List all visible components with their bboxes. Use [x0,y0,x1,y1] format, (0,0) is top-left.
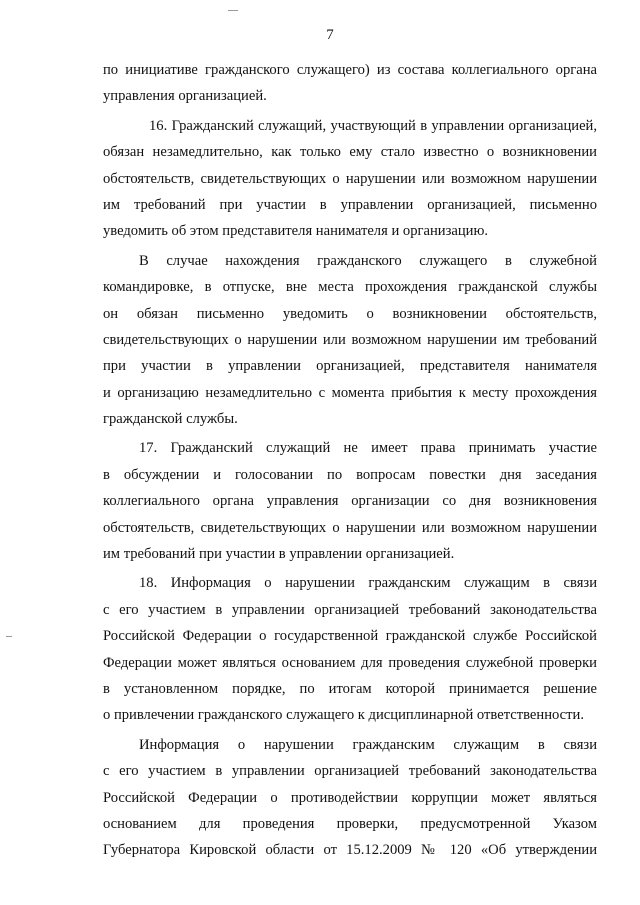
page-number: 7 [326,27,334,43]
text-line: обстоятельств, свидетельствующих о нарушении или возможном нарушении [103,519,597,536]
text-line: им требований при участии в управлении организацией. [103,546,455,563]
text-line: Федерации может являться основанием для проведения служебной проверки [103,654,597,671]
text-line: обстоятельств, свидетельствующих о нарушении или возможном нарушении [103,170,597,187]
text-line: свидетельствующих о нарушении или возможном нарушении им требований [103,331,597,348]
scan-mark-top [228,10,238,11]
text-line: при участии в управлении организацией, представителя нанимателя [103,358,597,375]
text-line: по инициативе гражданского служащего) из состава коллегиального органа [103,62,597,78]
text-line: 18. Информация о нарушении гражданским служащим в связи [139,575,597,592]
document-body [103,57,597,864]
text-line: Российской Федерации о государственной гражданской службе Российской [103,628,597,645]
paragraph [103,732,597,864]
text-line: командировке, в отпуске, вне места прохождения гражданской службы [103,279,597,296]
scan-mark-left [6,636,12,637]
paragraph [103,570,597,728]
text-line: 16. Гражданский служащий, участвующий в управлении организацией, [149,117,597,134]
text-line: гражданской службы. [103,411,238,428]
text-line: управления организацией. [103,88,267,105]
text-line: о привлечении гражданского служащего к дисциплинарной ответственности. [103,707,584,724]
text-line: им требований при участии в управлении организацией, письменно [103,196,597,213]
text-line: коллегиального органа управления организации со дня возникновения [103,493,597,510]
text-line: уведомить об этом представителя нанимателя и организацию. [103,223,488,240]
text-line: В случае нахождения гражданского служащего в служебной [139,252,597,269]
text-line: с его участием в управлении организацией требований законодательства [103,763,597,780]
paragraph [103,435,597,567]
text-line: в установленном порядке, по итогам которой принимается решение [103,680,597,697]
text-line: и организацию незамедлительно с момента прибытия к месту прохождения [103,384,597,401]
text-line: 17. Гражданский служащий не имеет права принимать участие [139,440,597,457]
text-line: в обсуждении и голосовании по вопросам повестки дня заседания [103,466,597,483]
paragraph [103,248,597,433]
text-line: Губернатора Кировской области от 15.12.2009 № 120 «Об утверждении [103,842,597,859]
paragraph [103,57,597,110]
paragraph [103,113,597,245]
text-line: обязан незамедлительно, как только ему стало известно о возникновении [103,144,597,161]
text-line: с его участием в управлении организацией требований законодательства [103,601,597,618]
text-line: Российской Федерации о противодействии коррупции может являться [103,789,597,806]
text-line: Информация о нарушении гражданским служащим в связи [139,736,597,753]
text-line: основанием для проведения проверки, предусмотренной Указом [103,815,597,832]
text-line: он обязан письменно уведомить о возникновении обстоятельств, [103,305,597,322]
